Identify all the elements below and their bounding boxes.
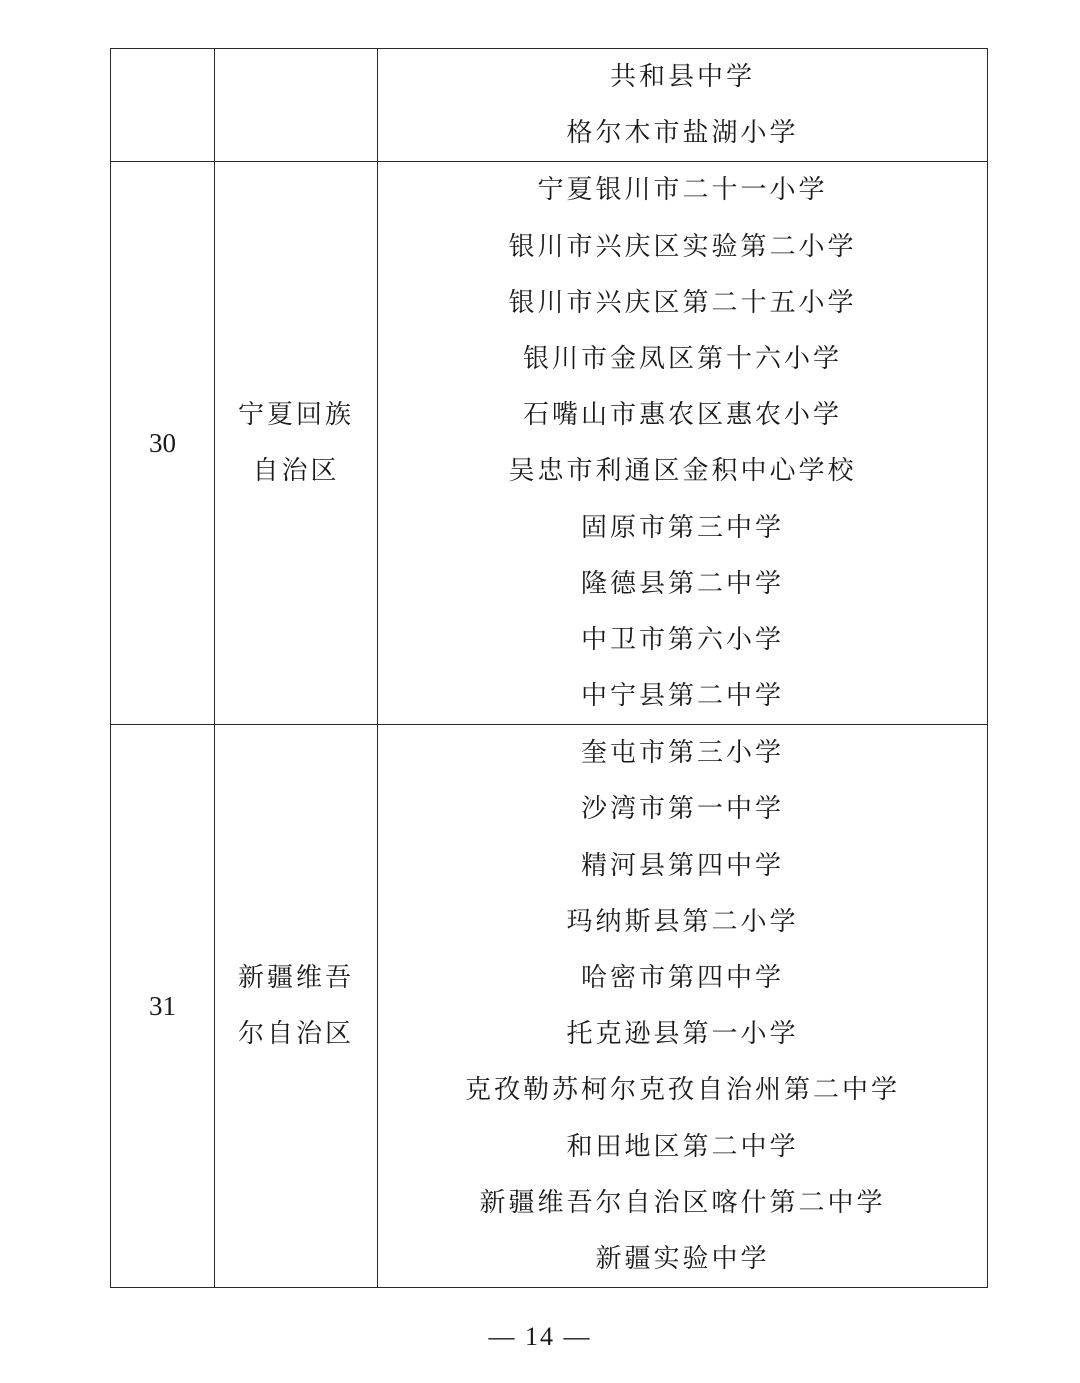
schools-cell (378, 725, 988, 1288)
school-name: 宁夏银川市二十一小学 (537, 175, 828, 206)
school-name: 格尔木市盐湖小学 (566, 118, 799, 149)
school-name: 银川市金凤区第十六小学 (522, 343, 842, 374)
school-name: 共和县中学 (609, 62, 755, 92)
schools-cell (378, 162, 988, 725)
school-name: 中卫市第六小学 (580, 624, 784, 655)
row-number-cell: 31 (111, 725, 215, 1288)
province-name-line: 自治区 (252, 456, 340, 487)
row-number-cell (111, 49, 215, 162)
province-cell (215, 49, 378, 162)
school-name: 隆德县第二中学 (580, 568, 784, 599)
province-cell (215, 162, 378, 725)
school-name: 精河县第四中学 (580, 850, 784, 881)
school-name: 吴忠市利通区金积中心学校 (508, 456, 857, 487)
province-name-line: 宁夏回族 (237, 400, 354, 431)
school-name: 新疆维吾尔自治区喀什第二中学 (479, 1187, 886, 1218)
table-row (111, 49, 988, 162)
table-row (111, 725, 988, 1288)
province-name-line: 新疆维吾 (237, 963, 354, 994)
province-cell (215, 725, 378, 1288)
school-name: 新疆实验中学 (595, 1243, 770, 1274)
school-name: 玛纳斯县第二小学 (566, 906, 799, 937)
school-name: 奎屯市第三小学 (580, 738, 784, 769)
province-name-line: 尔自治区 (237, 1019, 354, 1050)
school-name: 石嘴山市惠农区惠农小学 (522, 400, 842, 431)
schools-cell (378, 49, 988, 162)
table-row (111, 162, 988, 725)
school-name: 沙湾市第一中学 (580, 794, 784, 825)
school-list-table (110, 48, 988, 1288)
page-number: — 14 — (488, 1322, 592, 1351)
school-name: 中宁县第二中学 (580, 681, 784, 712)
row-number-cell: 30 (111, 162, 215, 725)
school-name: 克孜勒苏柯尔克孜自治州第二中学 (464, 1075, 900, 1106)
school-name: 银川市兴庆区第二十五小学 (508, 287, 857, 318)
school-name: 托克逊县第一小学 (566, 1019, 799, 1050)
school-name: 和田地区第二中学 (566, 1131, 799, 1162)
school-name: 固原市第三中学 (580, 512, 784, 543)
school-name: 哈密市第四中学 (580, 963, 784, 993)
school-name: 银川市兴庆区实验第二小学 (508, 231, 857, 262)
